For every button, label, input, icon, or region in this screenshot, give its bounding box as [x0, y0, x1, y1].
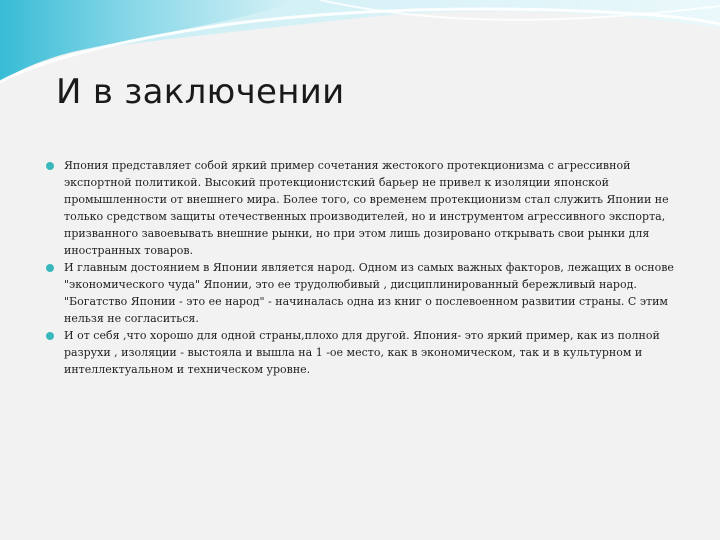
- bullet-dot-icon: [46, 332, 54, 340]
- bullet-dot-icon: [46, 162, 54, 170]
- list-item: [42, 259, 682, 327]
- list-item: [42, 327, 682, 378]
- list-item: [42, 157, 682, 259]
- bullet-dot-icon: [46, 264, 54, 272]
- bullet-text: Япония представляет собой яркий пример сочетания жестокого протекционизма с агрессивной экспортной политикой. Высокий протекционистский барьер не привел к изоляции японской промышленности от внешнего мира. Более того, со временем протекционизм стал служить Японии не только средством защиты отечественных производителей, но и инструментом агрессивного экспорта, призванного завоевывать внешние рынки, но при этом лишь дозировано открывать свои рынки для иностранных товаров.: [64, 159, 669, 257]
- bullet-text: И главным достоянием в Японии является народ. Одном из самых важных факторов, лежащих в основе "экономического чуда" Японии, это ее трудолюбивый , дисциплинированный бережливый народ. "Богатство Японии - это ее народ" - начиналась одна из книг о послевоенном развитии страны. С этим нельзя не согласиться.: [64, 261, 674, 325]
- bullet-list: [42, 157, 682, 378]
- bullet-text: И от себя ,что хорошо для одной страны,плохо для другой. Япония- это яркий пример, как из полной разрухи , изоляции - выстояла и вышла на 1 -ое место, как в экономическом, так и в культурном и интеллектуальном и техническом уровне.: [64, 329, 660, 376]
- slide-title: И в заключении: [56, 72, 345, 112]
